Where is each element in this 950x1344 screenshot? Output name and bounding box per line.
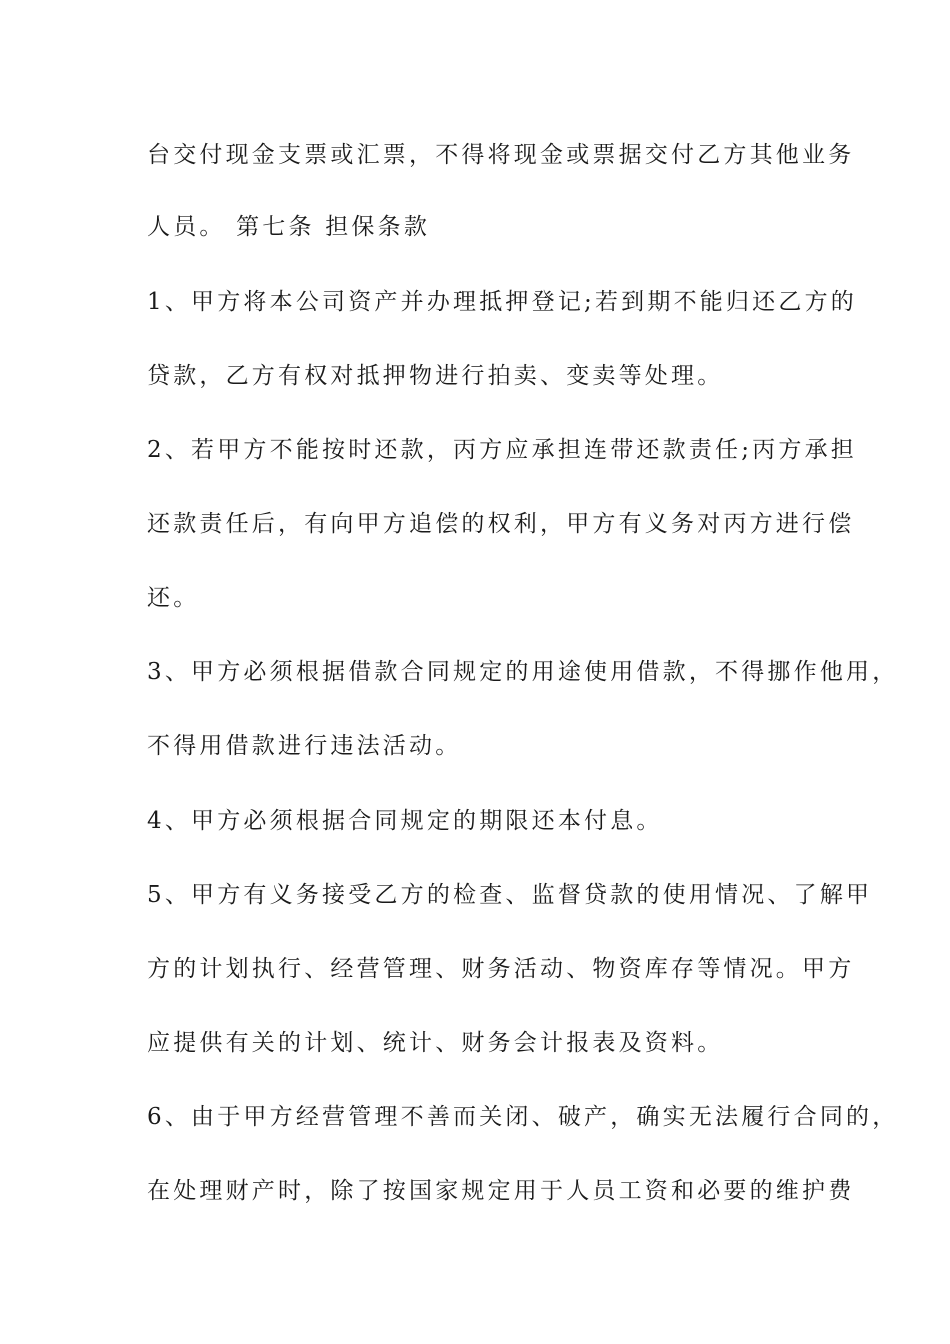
text-line: 人员。 第七条 担保条款 bbox=[147, 214, 431, 240]
text-line: 3、甲方必须根据借款合同规定的用途使用借款，不得挪作他用， bbox=[147, 659, 899, 685]
text-line: 还款责任后，有向甲方追偿的权利，甲方有义务对丙方进行偿 bbox=[147, 511, 855, 537]
text-line: 还。 bbox=[147, 585, 200, 611]
text-line: 应提供有关的计划、统计、财务会计报表及资料。 bbox=[147, 1030, 724, 1056]
text-line: 5、甲方有义务接受乙方的检查、监督贷款的使用情况、了解甲 bbox=[147, 882, 873, 908]
text-line: 不得用借款进行违法活动。 bbox=[147, 733, 462, 759]
text-line: 台交付现金支票或汇票，不得将现金或票据交付乙方其他业务 bbox=[147, 142, 855, 168]
text-line: 1、甲方将本公司资产并办理抵押登记;若到期不能归还乙方的 bbox=[147, 289, 857, 315]
text-line: 方的计划执行、经营管理、财务活动、物资库存等情况。甲方 bbox=[147, 956, 855, 982]
text-line: 在处理财产时，除了按国家规定用于人员工资和必要的维护费 bbox=[147, 1178, 855, 1204]
text-line: 贷款，乙方有权对抵押物进行拍卖、变卖等处理。 bbox=[147, 363, 724, 389]
text-line: 4、甲方必须根据合同规定的期限还本付息。 bbox=[147, 808, 663, 834]
text-line: 6、由于甲方经营管理不善而关闭、破产，确实无法履行合同的， bbox=[147, 1104, 899, 1130]
text-line: 2、若甲方不能按时还款，丙方应承担连带还款责任;丙方承担 bbox=[147, 437, 857, 463]
